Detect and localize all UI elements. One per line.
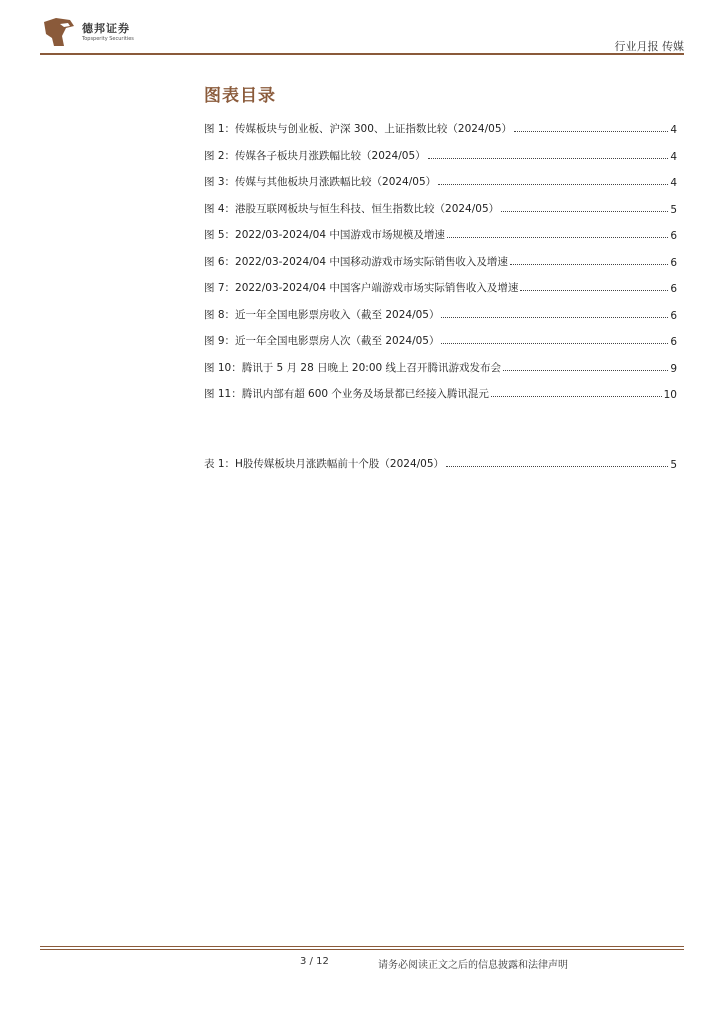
toc-leader-dots [446,465,668,467]
page-title: 图表目录 [204,86,276,106]
toc-entry[interactable] [204,226,677,242]
toc-entry-page: 6 [670,257,677,269]
toc-entry[interactable] [204,200,677,216]
toc-leader-dots [503,369,668,371]
toc-entry-label: 图 3：传媒与其他板块月涨跌幅比较（2024/05） [204,176,437,188]
toc-entry-page: 4 [670,124,677,136]
toc-entry-label: 图 10：腾讯于 5 月 28 日晚上 20:00 线上召开腾讯游戏发布会 [204,362,502,374]
toc-entry[interactable] [204,455,677,471]
toc-entry-label: 图 2：传媒各子板块月涨跌幅比较（2024/05） [204,150,426,162]
toc-leader-dots [438,183,668,185]
toc-leader-dots [447,236,668,238]
toc-entry-page: 10 [663,389,677,401]
toc-leader-dots [520,289,668,291]
header-divider [40,53,684,55]
toc-entry[interactable] [204,253,677,269]
logo-text-cn: 德邦证券 [82,22,130,35]
toc-entry[interactable] [204,332,677,348]
toc-entry[interactable] [204,385,677,401]
toc-entry-page: 6 [670,336,677,348]
toc-leader-dots [441,342,668,344]
toc-leader-dots [514,130,668,132]
toc-entry[interactable] [204,173,677,189]
footer-divider-secondary [40,949,684,950]
toc-entry-page: 6 [670,283,677,295]
toc-leader-dots [510,263,668,265]
toc-entry-label: 图 7：2022/03-2024/04 中国客户端游戏市场实际销售收入及增速 [204,282,519,294]
toc-entry-label: 表 1：H股传媒板块月涨跌幅前十个股（2024/05） [204,458,445,470]
toc-entry[interactable] [204,359,677,375]
toc-entry-page: 5 [670,204,677,216]
toc-entry-page: 6 [670,230,677,242]
toc-entry-page: 4 [670,151,677,163]
company-logo [40,14,180,50]
toc-entry-page: 4 [670,177,677,189]
toc-entry-label: 图 9：近一年全国电影票房人次（截至 2024/05） [204,335,440,347]
toc-entry-label: 图 4：港股互联网板块与恒生科技、恒生指数比较（2024/05） [204,203,500,215]
footer-divider [40,946,684,947]
logo-emblem-icon [40,16,76,48]
toc-leader-dots [491,395,662,397]
toc-leader-dots [428,157,669,159]
toc-entry-label: 图 6：2022/03-2024/04 中国移动游戏市场实际销售收入及增速 [204,256,508,268]
toc-leader-dots [501,210,668,212]
report-category: 行业月报 传媒 [614,40,684,53]
toc-entry-label: 图 5：2022/03-2024/04 中国游戏市场规模及增速 [204,229,445,241]
toc-entry-page: 6 [670,310,677,322]
page-number: 3 / 12 [300,956,329,967]
toc-leader-dots [441,316,668,318]
toc-entry-label: 图 11：腾讯内部有超 600 个业务及场景都已经接入腾讯混元 [204,388,489,400]
toc-entry-page: 5 [670,459,677,471]
toc-entry-label: 图 8：近一年全国电影票房收入（截至 2024/05） [204,309,440,321]
toc-entry[interactable] [204,120,677,136]
legal-disclaimer: 请务必阅读正文之后的信息披露和法律声明 [378,960,568,971]
toc-entry[interactable] [204,147,677,163]
page-header [40,14,684,56]
toc-entry-label: 图 1：传媒板块与创业板、沪深 300、上证指数比较（2024/05） [204,123,513,135]
toc-entry-page: 9 [670,363,677,375]
toc-entry[interactable] [204,306,677,322]
logo-text-en: Topsperity Securities [82,36,134,42]
toc-entry[interactable] [204,279,677,295]
